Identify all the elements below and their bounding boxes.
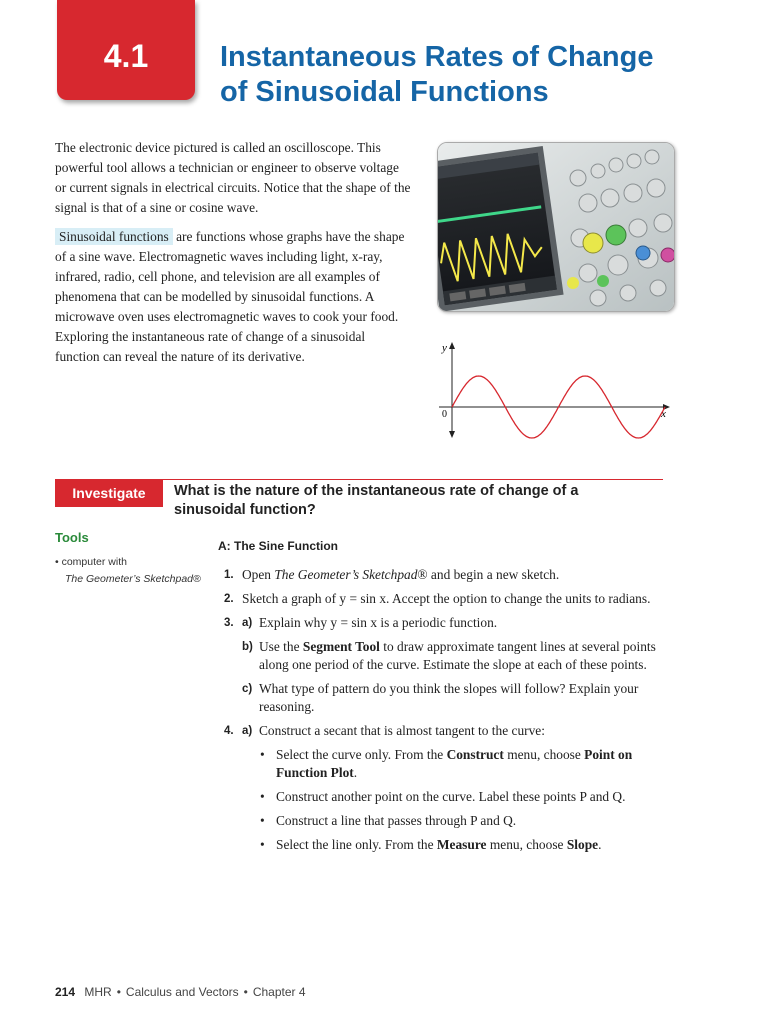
part-a-heading: A: The Sine Function	[218, 539, 338, 553]
origin-label: 0	[442, 409, 447, 420]
section-title-line1: Instantaneous Rates of Change	[220, 41, 654, 73]
step-3b: b) Use the Segment Tool to draw approximate tangent lines at several points along one period of the curve. Estimate the slope at each of these points.	[242, 639, 656, 672]
x-axis-label: x	[661, 408, 666, 420]
investigate-rule	[163, 479, 663, 480]
section-title-line2: of Sinusoidal Functions	[220, 76, 549, 108]
step-4a-bullet-3: • Construct a line that passes through P and Q.	[260, 813, 517, 828]
sine-graph	[425, 335, 675, 445]
section-number: 4.1	[103, 38, 149, 74]
step-2: 2. Sketch a graph of y = sin x. Accept the option to change the units to radians.	[224, 591, 651, 606]
publisher: MHR	[84, 985, 112, 999]
intro-paragraph-1: The electronic device pictured is called an oscilloscope. This powerful tool allows a technician or engineer to observe voltage or current signals in electrical circuits. Notice that the shape of the signal is that of a sine or cosine wave.	[55, 140, 411, 215]
step-4a: 4. a) Construct a secant that is almost tangent to the curve:	[224, 723, 545, 738]
step-4a-bullet-1: • Select the curve only. From the Construct menu, choose Point on Function Plot.	[260, 747, 633, 780]
intro-paragraph-2: Sinusoidal functions are functions whose graphs have the shape of a sine wave. Electromagnetic waves including light, x-ray, infrared, radio, cell phone, and television are all examples of phenomena that can be modelled by sinusoidal functions. A microwave oven uses electromagnetic waves to cook your food. Exploring the instantaneous rate of change of a sinusoidal function can reveal the nature of its derivative.	[55, 229, 405, 364]
investigate-tab: Investigate	[55, 479, 163, 507]
key-term: Sinusoidal functions	[55, 228, 173, 245]
chapter-label: Chapter 4	[252, 985, 306, 999]
steps-list	[218, 566, 673, 860]
step-4a-bullet-4: • Select the line only. From the Measure menu, choose Slope.	[260, 837, 602, 852]
tools-heading: Tools	[55, 530, 89, 545]
book-title: Calculus and Vectors	[125, 985, 239, 999]
investigate-question: What is the nature of the instantaneous rate of change of a sinusoidal function?	[174, 483, 579, 518]
oscilloscope-photo	[437, 142, 675, 312]
page-footer: 214 MHR • Calculus and Vectors • Chapter 4	[55, 985, 306, 999]
y-axis-label: y	[442, 342, 447, 354]
section-title	[220, 40, 740, 110]
step-4a-bullet-2: • Construct another point on the curve. Label these points P and Q.	[260, 789, 626, 804]
step-1: 1. Open The Geometer’s Sketchpad® and begin a new sketch.	[224, 567, 560, 582]
section-number-tab	[57, 0, 195, 100]
step-3c: c) What type of pattern do you think the slopes will follow? Explain your reasoning.	[242, 681, 639, 714]
page-number: 214	[55, 985, 76, 999]
tools-list-item: • computer with The Geometer’s Sketchpad®	[55, 556, 201, 585]
step-3a: 3. a) Explain why y = sin x is a periodic function.	[224, 615, 498, 630]
